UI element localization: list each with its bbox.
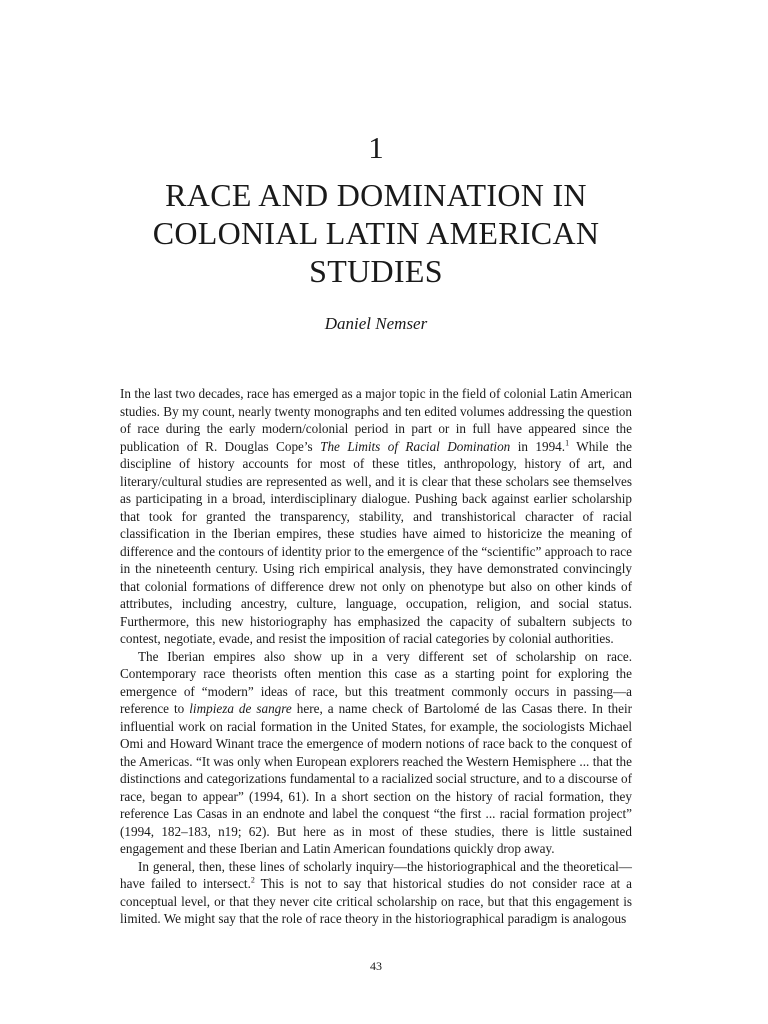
footnote-marker[interactable]: 2 xyxy=(250,875,255,885)
chapter-title-line: COLONIAL LATIN AMERICAN xyxy=(152,215,600,251)
paragraph-text: In the last two decades, race has emerged as a major topic in the field of colonial Latin American studies. By my count, nearly twenty monographs and ten edited volumes addressing the question of race during the early modern/colonial period in part or in full have appeared since the publication of R. Douglas Cope’s xyxy=(120,386,632,454)
chapter-title-line: STUDIES xyxy=(309,253,443,289)
chapter-title xyxy=(120,176,632,290)
chapter-number: 1 xyxy=(368,130,384,165)
paragraph-3 xyxy=(120,858,632,928)
paragraph-1 xyxy=(120,385,632,648)
paragraph-text: This is not to say that historical studies do not consider race at a conceptual level, or that they never cite critical scholarship on race, but that this engagement is limited. We might say that the role of race theory in the historiographical paradigm is analogous xyxy=(120,876,632,926)
paragraph-2 xyxy=(120,648,632,858)
book-page xyxy=(120,0,632,1024)
page-number: 43 xyxy=(370,959,382,973)
chapter-title-line: RACE AND DOMINATION IN xyxy=(165,177,587,213)
author-name: Daniel Nemser xyxy=(324,314,428,333)
paragraph-text: The Iberian empires also show up in a very different set of scholarship on race. Contemporary race theorists often mention this case as a starting point for exploring the emergence of “modern” ideas of race, but this treatment commonly occurs in passing—a reference to xyxy=(120,648,632,716)
paragraph-text: In general, then, these lines of scholarly inquiry—the historiographical and the theoretical—have failed to intersect. xyxy=(120,858,632,891)
italic-term: limpieza de sangre xyxy=(189,701,292,716)
paragraph-text: While the discipline of history accounts for most of these titles, anthropology, history of art, and literary/cultural studies are represented as well, and it is clear that these scholars see themselves as participating in a broad, interdisciplinary dialogue. Pushing back against earlier scholarship that took for granted the transparency, stability, and transhistorical character of racial classification in the Iberian empires, these studies have aimed to historicize the meaning of difference and the contours of identity prior to the emergence of the “scientific” approach to race in the nineteenth century. Using rich empirical analysis, they have demonstrated convincingly that colonial formations of difference drew not only on phenotype but also on other kinds of attributes, including ancestry, culture, language, occupation, religion, and social status. Furthermore, this new historiography has emphasized the capacity of subaltern subjects to contest, negotiate, evade, and resist the imposition of racial categories by colonial authorities. xyxy=(120,438,633,646)
paragraph-text: here, a name check of Bartolomé de las Casas there. In their influential work on racial formation in the United States, for example, the sociologists Michael Omi and Howard Winant trace the emergence of modern notions of race back to the conquest of the Americas. “It was only when European explorers reached the Western Hemisphere ... that the distinctions and categorizations fundamental to a racialized social structure, and to a discourse of race, began to appear” (1994, 61). In a short section on the history of racial formation, they reference Las Casas in an endnote and label the conquest “the first ... racial formation project” (1994, 182–183, n19; 62). But here as in most of these studies, there is little sustained engagement and these Iberian and Latin American foundations quickly drop away. xyxy=(120,701,633,856)
paragraph-text: in 1994. xyxy=(510,438,566,454)
body-text xyxy=(120,385,632,928)
book-title: The Limits of Racial Domination xyxy=(320,438,511,454)
footnote-marker[interactable]: 1 xyxy=(565,438,570,448)
